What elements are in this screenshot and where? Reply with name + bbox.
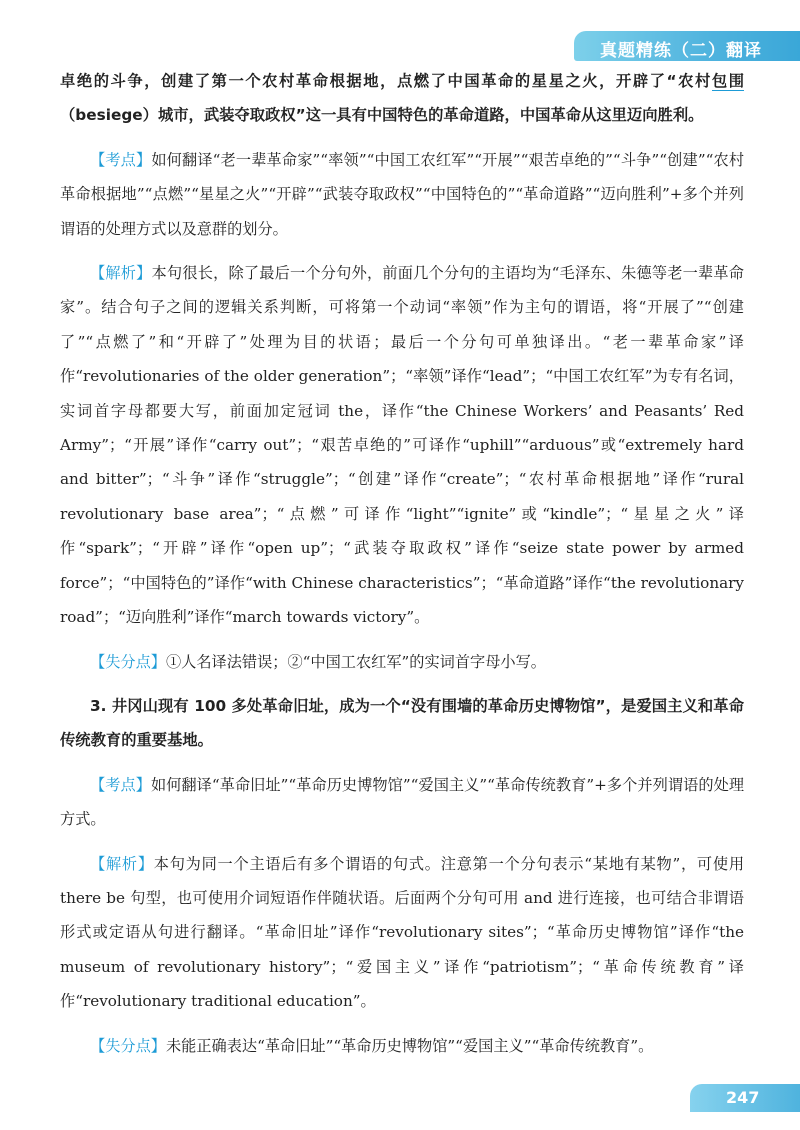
page-content: [60, 64, 744, 1073]
section-header-tab: [574, 31, 800, 61]
jiexi-label: 【解析】: [90, 264, 152, 283]
shifen-paragraph-2: [60, 645, 744, 679]
kaodian-label: 【考点】: [90, 150, 152, 169]
intro-text-rest: （besiege）城市，武装夺取政权”这一具有中国特色的革命道路，中国革命从这里迈向胜利。: [60, 106, 704, 125]
shifen-paragraph-3: [60, 1029, 744, 1063]
kaodian-text: 如何翻译“老一辈革命家”“率领”“中国工农红军”“开展”“艰苦卓绝的”“斗争”“创建”“农村革命根据地”“点燃”“星星之火”“开辟”“武装夺取政权”“中国特色的”“革命道路”“迈向胜利”+多个并列谓语的处理方式以及意群的划分。: [60, 150, 745, 238]
jiexi-paragraph-3: [60, 847, 744, 1019]
page-number-tab: [690, 1084, 800, 1112]
underlined-word: 包围: [711, 72, 744, 90]
shifen-label: 【失分点】: [90, 1036, 166, 1055]
jiexi-text: 本句为同一个主语后有多个谓语的句式。注意第一个分句表示“某地有某物”，可使用 there be 句型，也可使用介词短语作伴随状语。后面两个分句可用 and 进行连接，也可结合非谓语形式或定语从句进行翻译。“革命旧址”译作“revolutionary sites”；“革命历史博物馆”译作“the museum of revolutionary history”；“爱国主义”译作“patriotism”；“革命传统教育”译作“revolutionary traditional education”。: [60, 854, 745, 1011]
section-title: 真题精练（二）翻译: [600, 41, 762, 61]
shifen-text: ①人名译法错误；②“中国工农红军”的实词首字母小写。: [165, 652, 546, 671]
jiexi-text: 本句很长，除了最后一个分句外，前面几个分句的主语均为“毛泽东、朱德等老一辈革命家”。结合句子之间的逻辑关系判断，可将第一个动词“率领”作为主句的谓语，将“开展了”“创建了”“点燃了”和“开辟了”处理为目的状语；最后一个分句可单独译出。“老一辈革命家”译作“revolutionaries of the older generation”；“率领”译作“lead”；“中国工农红军”为专有名词，实词首字母都要大写，前面加定冠词 the，译作“the Chinese Workers’ and Peasants’ Red Army”；“开展”译作“carry out”；“艰苦卓绝的”可译作“uphill”“arduous”或“extremely hard and bitter”；“斗争”译作“struggle”；“创建”译作“create”；“农村革命根据地”译作“rural revolutionary base area”；“点燃”可译作“light”“ignite”或“kindle”；“星星之火”译作“spark”；“开辟”译作“open up”；“武装夺取政权”译作“seize state power by armed force”；“中国特色的”译作“with Chinese characteristics”；“革命道路”译作“the revolutionary road”；“迈向胜利”译作“march towards victory”。: [60, 264, 744, 627]
jiexi-label: 【解析】: [90, 854, 154, 873]
kaodian-paragraph-3: [60, 768, 744, 837]
kaodian-paragraph-2: [60, 143, 744, 246]
shifen-text: 未能正确表达“革命旧址”“革命历史博物馆”“爱国主义”“革命传统教育”。: [165, 1036, 654, 1055]
intro-text-start: 卓绝的斗争，创建了第一个农村革命根据地，点燃了中国革命的星星之火，开辟了“农村: [60, 72, 712, 90]
kaodian-label: 【考点】: [90, 775, 151, 794]
page-number: 247: [726, 1088, 760, 1107]
kaodian-text: 如何翻译“革命旧址”“革命历史博物馆”“爱国主义”“革命传统教育”+多个并列谓语的处理方式。: [60, 775, 745, 829]
question-3: 3. 井冈山现有 100 多处革命旧址，成为一个“没有围墙的革命历史博物馆”，是爱国主义和革命传统教育的重要基地。: [60, 696, 744, 750]
shifen-label: 【失分点】: [90, 652, 166, 671]
intro-paragraph: [60, 64, 744, 133]
jiexi-paragraph-2: [60, 256, 744, 634]
